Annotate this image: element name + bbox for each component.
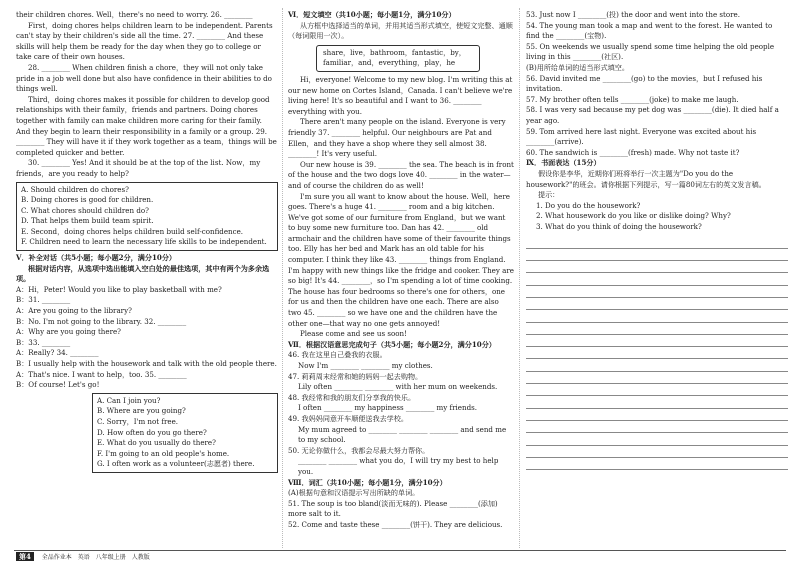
sentence-cn: 49. 我妈妈同意开车顺便送我去学校。 (288, 413, 408, 423)
writing-line[interactable] (526, 372, 788, 384)
dialogue-line: A：Why are you going there? (16, 327, 121, 337)
writing-line[interactable] (526, 249, 788, 261)
sentence-en: I often ________ my happiness ________ my friends. (298, 403, 478, 413)
writing-line[interactable] (526, 384, 788, 396)
dialogue-line: A：Really? 34. ________ (16, 348, 99, 358)
passage-paragraph: 30. ________ Yes! And it should be at the top of the list. Now，my friends，are you ready to help? (16, 158, 261, 178)
dialogue-line: B：Of course! Let's go! (16, 380, 100, 390)
option: D. How often do you go there? (97, 427, 207, 437)
option: C. Sorry，I'm not free. (97, 416, 179, 426)
option: E. Second，doing chores helps children build self-confidence. (21, 226, 244, 236)
section-title: Ⅸ．书面表达（15分） (526, 158, 601, 168)
writing-line[interactable] (526, 335, 788, 347)
passage-paragraph: Please come and see us soon! (300, 329, 407, 339)
option: B. Doing chores is good for children. (21, 195, 154, 205)
writing-line[interactable] (526, 236, 788, 248)
vocab-item: 56. David invited me ________(go) to the movies，but I refused his invitation. (526, 73, 763, 94)
options-box (16, 182, 278, 252)
passage-paragraph: Third，doing chores makes it possible for children to develop good relationships with their family，friends and partners. Doing chores together with family can make children more caring for their family. And they begin to learn their responsibility in a family or a group. 29. ________ They will have it if they work together as a team，things will be completed quicker and better. (16, 94, 277, 157)
subsection-title: (B)用所给单词的适当形式填空。 (526, 62, 629, 72)
column-right (526, 10, 788, 470)
option: G. I often work as a volunteer(志愿者) there. (97, 459, 255, 469)
sentence-cn: 50. 无论你做什么，我都会尽最大努力帮你。 (288, 445, 430, 455)
option: C. What chores should children do? (21, 205, 149, 215)
passage-paragraph: First，doing chores helps children learn to be independent. Parents can't stay by their children's side all the time. 27. ________ And these skills will help them be ready for the day when they go to college or take care of their own houses. (16, 20, 273, 62)
writing-line[interactable] (526, 396, 788, 408)
vocab-item: 52. Come and taste these ________(饼干). They are delicious. (288, 519, 503, 529)
passage-paragraph: There aren't many people on the island. Everyone is very friendly 37. ________ helpful. Our neighbours are Pat and Ellen，and they have a shop where they sell almost 38. ________! It's very useful. (288, 117, 506, 159)
vocab-item: 51. The soup is too bland(淡而无味的). Please ________(添加) more salt to it. (288, 498, 498, 519)
writing-area[interactable] (526, 236, 788, 470)
sentence-en: Now I'm ________ ________ my clothes. (298, 361, 433, 370)
writing-line[interactable] (526, 261, 788, 273)
sentence-cn: 47. 莉莉周末经常和她的妈妈一起去购物。 (288, 371, 423, 381)
section-title: Ⅷ．词汇（共10小题；每小题1分，满分10分） (288, 477, 447, 487)
passage-text: their children chores. Well，there's no need to worry. 26. ________ (16, 10, 253, 19)
sentence-cn: 48. 我经常和我的朋友们分享我的快乐。 (288, 392, 416, 402)
word-bank-box: share，live，bathroom，fantastic，by，familiar，and，everything，play，he (316, 45, 480, 72)
section-instruction: 根据对话内容，从选项中选出能填入空白处的最佳选项，其中有两个为多余选项。 (16, 263, 270, 284)
options-box (92, 393, 278, 473)
column-divider (519, 8, 520, 548)
dialogue-line: A：Hi，Peter! Would you like to play basketball with me? (16, 284, 222, 294)
passage-paragraph: I'm sure you all want to know about the house. Well，here goes. There's a huge 41. ________ room and a big kitchen. We've got some of our furniture from England，but we want to buy some new furniture too. Dan has 42. ________ old armchair and the children have some of their favourite things too. Elly has her bed and Mark has an old table for his computer. I think they like 43. ________ things from England. I'm happy with new things like the fridge and cooker. They are so big! It's 44. ________，so I'm spending a lot of time cooking. The house has four bedrooms so there's one for others，one for us and then the children have one each. There are also two 45. ________ so we have one and the children have the other one—that way no one gets annoyed! (288, 191, 514, 328)
vocab-item: 59. Tom arrived here last night. Everyone was excited about his ________(arrive). (526, 126, 757, 147)
section-title: Ⅴ．补全对话（共5小题；每小题2分，满分10分） (16, 253, 177, 263)
option: F. I'm going to an old people's home. (97, 448, 230, 458)
section-instruction: 从方框中选择适当的单词，并用其适当形式填空，使短文完整、通顺（每词限用一次）。 (288, 20, 513, 41)
footer-text: 全品作业本 英语 八年级上册 人教版 (41, 554, 150, 561)
writing-line[interactable] (526, 298, 788, 310)
dialogue-line: B：33. ________ (16, 337, 71, 347)
writing-line[interactable] (526, 286, 788, 298)
dialogue-line: B：31. ________ (16, 295, 71, 305)
passage-paragraph: Hi，everyone! Welcome to my new blog. I'm writing this at our new home on Cortes Island，Canada. I can't believe we're living here! It's so beautiful and I want to 36. ________ everything with you. (288, 74, 513, 116)
sentence-en: My mum agreed to ________ ________ ________ and send me to my school. (298, 424, 507, 445)
option: D. That helps them build team spirit. (21, 216, 154, 226)
page-footer (16, 552, 150, 562)
option: E. What do you usually do there? (97, 438, 216, 448)
writing-line[interactable] (526, 433, 788, 445)
vocab-item: 58. I was very sad because my pet dog was ________(die). It died half a year ago. (526, 105, 779, 125)
writing-line[interactable] (526, 409, 788, 421)
page-number: 第4 (16, 552, 34, 561)
hint-item: 2. What housework do you like or dislike doing? Why? (536, 211, 731, 221)
hint-item: 3. What do you think of doing the housework? (536, 221, 702, 231)
sentence-en: Lily often ________ ________ with her mum on weekends. (298, 382, 498, 392)
writing-line[interactable] (526, 323, 788, 335)
option: F. Children need to learn the necessary life skills to be independent. (21, 237, 267, 247)
writing-line[interactable] (526, 310, 788, 322)
section-title: Ⅶ．根据汉语意思完成句子（共5小题；每小题2分，满分10分） (288, 339, 496, 349)
hint-item: 1. Do you do the housework? (536, 200, 641, 210)
footer-rule (14, 550, 786, 551)
dialogue-line: A：Are you going to the library? (16, 306, 132, 316)
vocab-item: 53. Just now I ________(投) the door and went into the store. (526, 10, 741, 19)
hint-label: 提示： (538, 190, 560, 200)
option: B. Where are you going? (97, 406, 186, 416)
dialogue-line: B：No. I'm not going to the library. 32. ________ (16, 316, 187, 326)
sentence-cn: 46. 我在这里自己叠我的衣服。 (288, 350, 387, 360)
vocab-item: 55. On weekends we usually spend some time helping the old people living in this ________(社区). (526, 41, 775, 62)
section-title: Ⅵ．短文填空（共10小题；每小题1分，满分10分） (288, 10, 456, 19)
writing-prompt: 假设你是李华，近期你们班将举行一次主题为"Do you do the housework?"的班会。请你根据下列提示，写一篇80词左右的英文发言稿。 (526, 168, 766, 189)
column-middle (288, 10, 514, 531)
option: A. Should children do chores? (21, 184, 129, 194)
writing-line[interactable] (526, 446, 788, 458)
column-divider (282, 8, 283, 548)
writing-line[interactable] (526, 458, 788, 470)
passage-paragraph: 28. ________ When children finish a chore，they will not only take pride in a job well done but also have confidence in their abilities to do things well. (16, 62, 272, 94)
vocab-item: 54. The young man took a map and went to the forest. He wanted to find the ________(宝物). (526, 20, 773, 41)
vocab-item: 60. The sandwich is ________(fresh) made. Why not taste it? (526, 147, 740, 157)
writing-line[interactable] (526, 359, 788, 371)
dialogue-line: A：That's nice. I want to help，too. 35. ________ (16, 369, 187, 379)
option: A. Can I join you? (97, 395, 161, 405)
writing-line[interactable] (526, 273, 788, 285)
subsection-title: (A)根据句意和汉语提示写出所缺的单词。 (288, 488, 420, 498)
vocab-item: 57. My brother often tells ________(joke) to make me laugh. (526, 94, 739, 104)
dialogue-line: B：I usually help with the housework and talk with the old people there. (16, 359, 277, 368)
writing-line[interactable] (526, 347, 788, 359)
sentence-en: ________ ________ what you do，I will try my best to help you. (298, 456, 499, 476)
passage-paragraph: Our new house is 39. ________ the sea. The beach is in front of the house and the two dogs love 40. ________ in the water—and of course the children do as well! (288, 159, 514, 190)
writing-line[interactable] (526, 421, 788, 433)
column-left (16, 10, 278, 475)
